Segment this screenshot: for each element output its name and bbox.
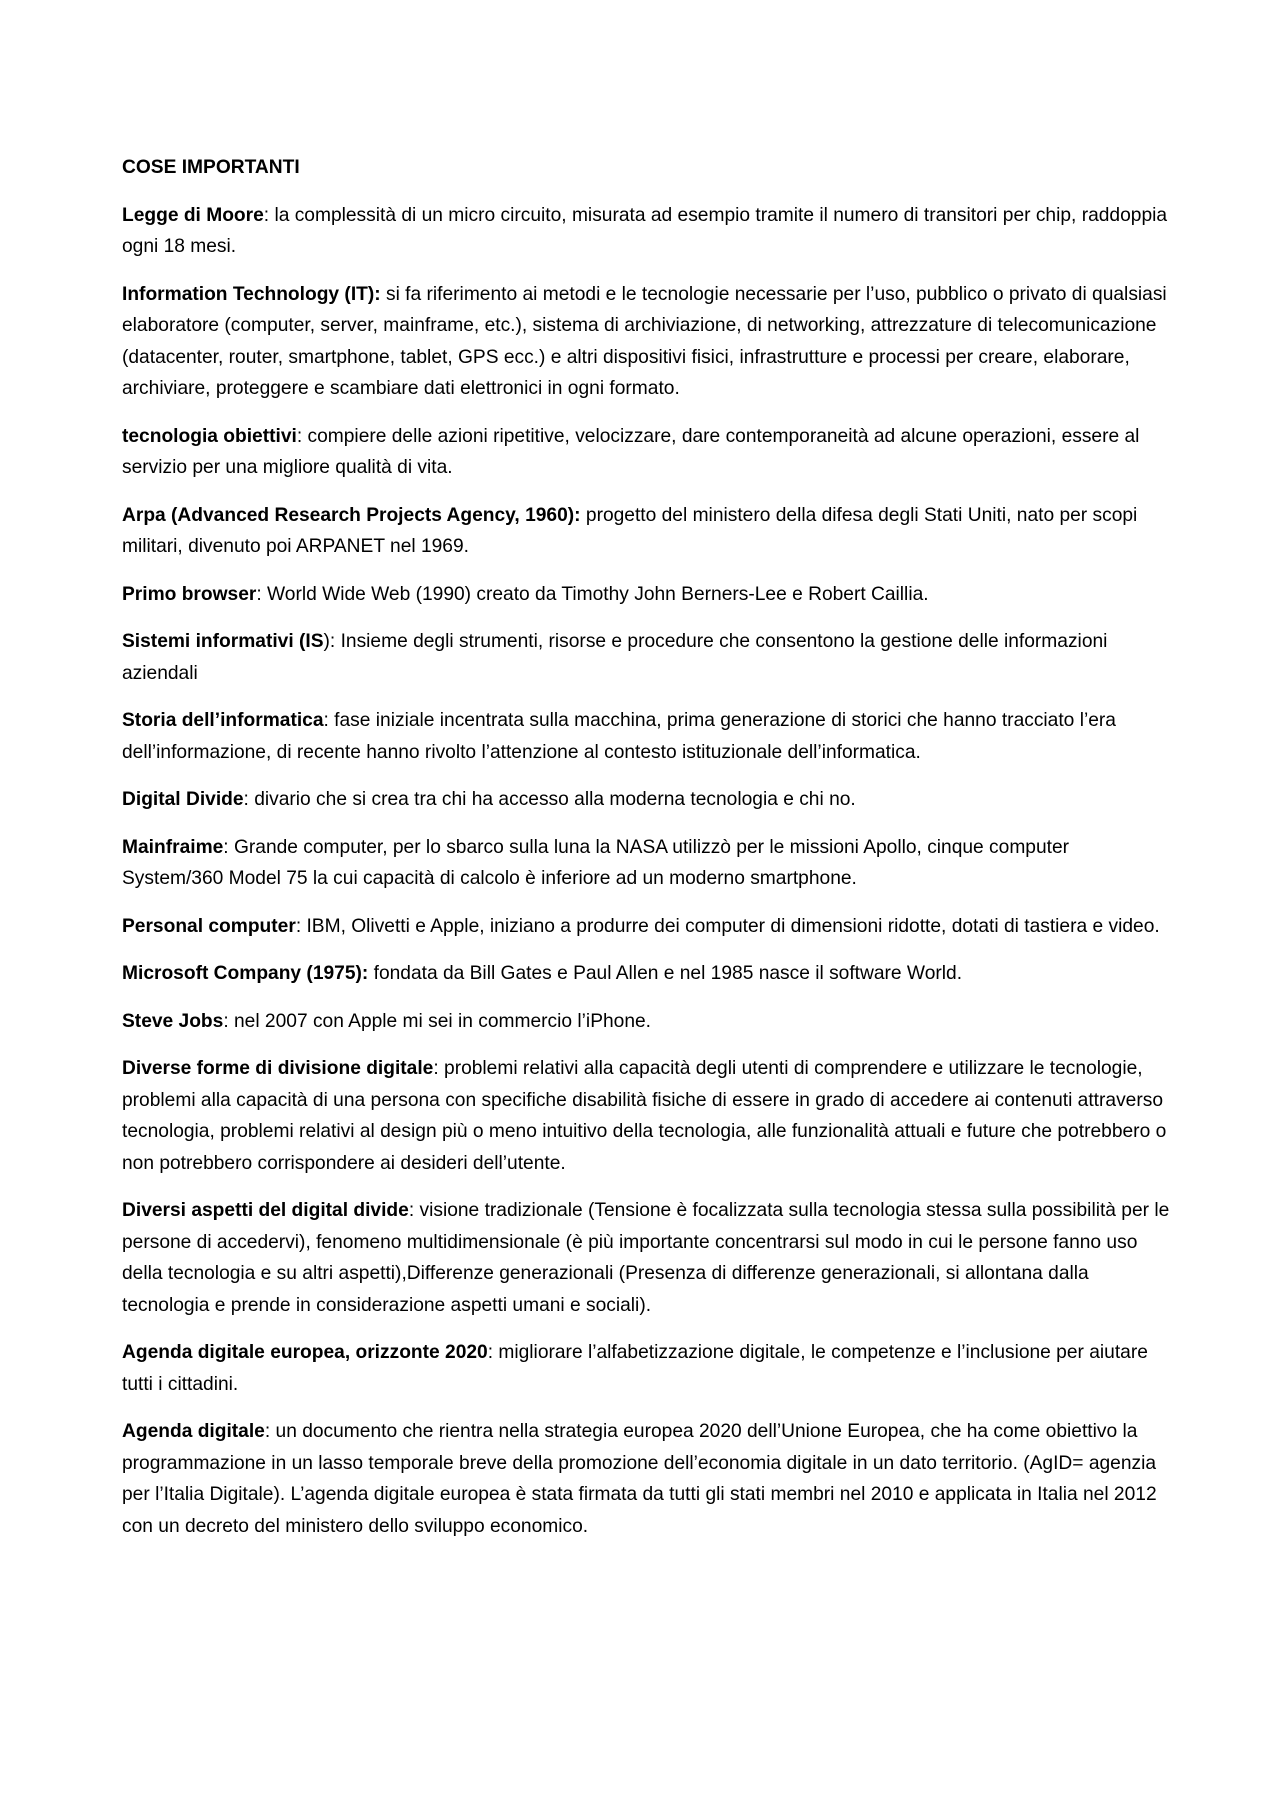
entry-term: Personal computer — [122, 915, 296, 937]
entry-term: Primo browser — [122, 583, 257, 605]
entry-term: Sistemi informativi (IS — [122, 631, 324, 652]
entry-primo-browser — [122, 579, 1172, 611]
entry-storia-informatica — [122, 705, 1172, 768]
entry-text: : migliorare l’alfabetizzazione digitale, le competenze e l’inclusione per aiutare tutti i cittadini. — [122, 1342, 1148, 1395]
entry-aspetti-digital-divide — [122, 1195, 1172, 1321]
entry-term: Information Technology (IT): — [122, 283, 381, 305]
document-body — [122, 152, 1172, 1558]
entry-text: : nel 2007 con Apple mi sei in commercio l’iPhone. — [223, 1010, 652, 1032]
entry-term: Steve Jobs — [122, 1010, 224, 1032]
entry-term: Microsoft Company (1975): — [122, 963, 369, 984]
entry-steve-jobs — [122, 1006, 1172, 1038]
entry-agenda-digitale-europea — [122, 1337, 1172, 1400]
entry-text: fondata da Bill Gates e Paul Allen e nel 1985 nasce il software World. — [368, 963, 963, 984]
entry-term: Digital Divide — [122, 789, 244, 810]
entry-forme-divisione-digitale — [122, 1053, 1172, 1179]
entry-digital-divide — [122, 784, 1172, 816]
entry-mainframe — [122, 832, 1172, 895]
entry-term: Agenda digitale europea, orizzonte 2020 — [122, 1342, 488, 1363]
entry-text: : IBM, Olivetti e Apple, iniziano a produrre dei computer di dimensioni ridotte, dotati di tastiera e video. — [295, 915, 1160, 937]
entry-text: : Grande computer, per lo sbarco sulla luna la NASA utilizzò per le missioni Apollo, cinque computer System/360 Model 75 la cui capacità di calcolo è inferiore ad un moderno smartphone. — [122, 836, 1070, 889]
entry-microsoft-company — [122, 958, 1172, 990]
entry-text: : fase iniziale incentrata sulla macchina, prima generazione di storici che hanno tracciato l’era dell’informazione, di recente hanno rivolto l’attenzione al contesto istituzionale dell’informatica. — [122, 710, 1116, 763]
entry-term: Storia dell’informatica — [122, 710, 324, 731]
entry-term: Diversi aspetti del digital divide — [122, 1200, 409, 1221]
entry-term: Agenda digitale — [122, 1421, 265, 1442]
entry-text: progetto del ministero della difesa degli Stati Uniti, nato per scopi militari, divenuto poi ARPANET nel 1969. — [122, 504, 1138, 557]
entry-text: : divario che si crea tra chi ha accesso alla moderna tecnologia e chi no. — [243, 789, 856, 810]
entry-term: Mainfraime — [122, 836, 224, 858]
entry-text: : problemi relativi alla capacità degli utenti di comprendere e utilizzare le tecnologie, problemi alla capacità di una persona con specifiche disabilità fisiche di essere in grado di accedere ai contenuti attraverso tecnologia, problemi relativi al design più o meno intuitivo della tecnologia, alle funzionalità attuali e future che potrebbero o non potrebbero corrispondere ai desideri dell’utente. — [122, 1058, 1167, 1174]
entry-tecnologia-obiettivi — [122, 421, 1172, 484]
entry-text: si fa riferimento ai metodi e le tecnologie necessarie per l’uso, pubblico o privato di qualsiasi elaboratore (computer, server, mainframe, etc.), sistema di archiviazione, di networking, attrezzature di telecomunicazione (datacenter, router, smartphone, tablet, GPS ecc.) e altri dispositivi fisici, infrastrutture e processi per creare, elaborare, archiviare, proteggere e scambiare dati elettronici in ogni formato. — [122, 283, 1167, 399]
entry-text: : visione tradizionale (Tensione è focalizzata sulla tecnologia stessa sulla possibilità per le persone di accedervi), fenomeno multidimensionale (è più importante concentrarsi sul modo in cui le persone fanno uso della tecnologia e su altri aspetti),Differenze generazionali (Presenza di differenze generazionali, si allontana dalla tecnologia e prende in considerazione aspetti umani e sociali). — [122, 1200, 1170, 1316]
entry-text: : un documento che rientra nella strategia europea 2020 dell’Unione Europea, che ha come obiettivo la programmazione in un lasso temporale breve della promozione dell’economia digitale in un dato territorio. (AgID= agenzia per l’Italia Digitale). L’agenda digitale europea è stata firmata da tutti gli stati membri nel 2010 e applicata in Italia nel 2012 con un decreto del ministero dello sviluppo economico. — [122, 1421, 1157, 1537]
entry-term: Diverse forme di divisione digitale — [122, 1058, 434, 1079]
entry-agenda-digitale — [122, 1416, 1172, 1542]
entry-term: tecnologia obiettivi — [122, 425, 297, 447]
entry-text: ): Insieme degli strumenti, risorse e procedure che consentono la gestione delle informazioni aziendali — [122, 631, 1108, 684]
entry-sistemi-informativi — [122, 626, 1172, 689]
entry-text: : la complessità di un micro circuito, misurata ad esempio tramite il numero di transitori per chip, raddoppia ogni 18 mesi. — [122, 204, 1168, 257]
entry-term: Legge di Moore — [122, 204, 264, 226]
entry-legge-di-moore — [122, 200, 1172, 263]
entry-personal-computer — [122, 911, 1172, 943]
entry-information-technology — [122, 279, 1172, 405]
entry-term: Arpa (Advanced Research Projects Agency, 1960): — [122, 504, 581, 526]
entry-arpa — [122, 500, 1172, 563]
entry-text: : compiere delle azioni ripetitive, velocizzare, dare contemporaneità ad alcune operazioni, essere al servizio per una migliore qualità di vita. — [122, 425, 1140, 478]
document-title: COSE IMPORTANTI — [122, 157, 300, 178]
entry-text: : World Wide Web (1990) creato da Timothy John Berners-Lee e Robert Caillia. — [256, 583, 929, 605]
